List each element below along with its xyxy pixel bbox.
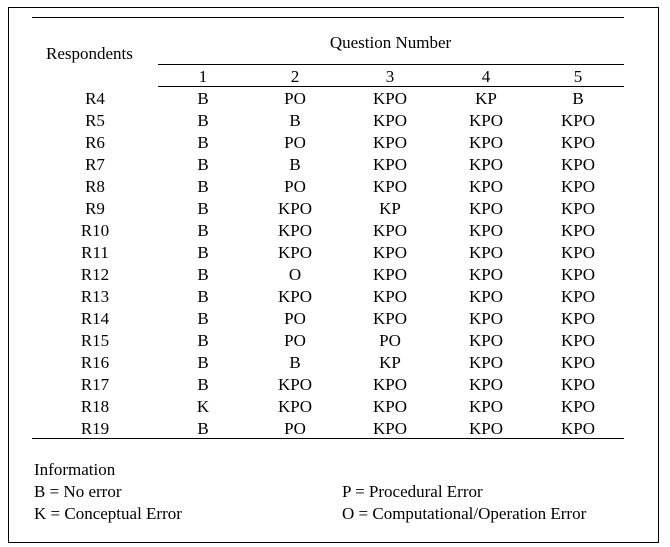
answer-cell-q4: KPO — [468, 221, 503, 240]
answer-cell-q3: KPO — [372, 287, 407, 306]
answer-cell-q1: B — [197, 199, 209, 218]
answer-cell-q5: KPO — [560, 419, 595, 438]
answer-cell-q4: KPO — [468, 397, 503, 416]
question-col-3: 3 — [385, 67, 395, 86]
table-row — [0, 176, 670, 198]
table-bottom-rule — [32, 438, 624, 439]
table-row — [0, 88, 670, 110]
answer-cell-q3: KPO — [372, 419, 407, 438]
respondent-cell: R10 — [80, 221, 110, 240]
answer-cell-q2: KPO — [277, 243, 312, 262]
question-col-2: 2 — [290, 67, 300, 86]
table-row — [0, 132, 670, 154]
answer-cell-q1: B — [197, 133, 209, 152]
answer-cell-q3: KPO — [372, 133, 407, 152]
answer-cell-q1: B — [197, 309, 209, 328]
answer-cell-q3: KP — [379, 353, 401, 372]
answer-cell-q2: PO — [284, 331, 306, 350]
answer-cell-q3: KPO — [372, 111, 407, 130]
legend-title: Information — [34, 460, 116, 479]
respondent-cell: R11 — [81, 243, 109, 262]
table-row — [0, 198, 670, 220]
answer-cell-q4: KPO — [468, 265, 503, 284]
table-row — [0, 330, 670, 352]
respondent-cell: R17 — [80, 375, 110, 394]
answer-cell-q5: KPO — [560, 133, 595, 152]
answer-cell-q1: B — [197, 331, 209, 350]
answer-cell-q5: B — [572, 89, 584, 108]
answer-cell-q2: B — [289, 111, 301, 130]
answer-cell-q1: K — [196, 397, 210, 416]
table-row — [0, 352, 670, 374]
question-col-4: 4 — [481, 67, 491, 86]
answer-cell-q5: KPO — [560, 331, 595, 350]
answer-cell-q1: B — [197, 155, 209, 174]
answer-cell-q1: B — [197, 177, 209, 196]
question-col-5: 5 — [573, 67, 583, 86]
answer-cell-q2: KPO — [277, 199, 312, 218]
answer-cell-q1: B — [197, 221, 209, 240]
answer-cell-q5: KPO — [560, 199, 595, 218]
answer-cell-q3: KPO — [372, 155, 407, 174]
table-row — [0, 264, 670, 286]
respondent-cell: R19 — [80, 419, 110, 438]
answer-cell-q4: KPO — [468, 287, 503, 306]
answer-cell-q3: PO — [379, 331, 401, 350]
respondent-cell: R14 — [80, 309, 110, 328]
answer-cell-q4: KPO — [468, 133, 503, 152]
answer-cell-q3: KPO — [372, 309, 407, 328]
respondent-cell: R15 — [80, 331, 110, 350]
table-row — [0, 286, 670, 308]
answer-cell-q1: B — [197, 419, 209, 438]
answer-cell-q2: PO — [284, 177, 306, 196]
table-row — [0, 110, 670, 132]
answer-cell-q2: O — [288, 265, 302, 284]
answer-cell-q2: KPO — [277, 375, 312, 394]
answer-cell-q2: B — [289, 155, 301, 174]
answer-cell-q4: KPO — [468, 309, 503, 328]
respondent-cell: R18 — [80, 397, 110, 416]
answer-cell-q4: KPO — [468, 331, 503, 350]
answer-cell-q4: KPO — [468, 419, 503, 438]
answer-cell-q4: KPO — [468, 199, 503, 218]
answer-cell-q1: B — [197, 353, 209, 372]
answer-cell-q5: KPO — [560, 353, 595, 372]
answer-cell-q5: KPO — [560, 265, 595, 284]
answer-cell-q4: KPO — [468, 375, 503, 394]
question-col-1: 1 — [198, 67, 208, 86]
respondent-cell: R7 — [85, 155, 105, 174]
respondent-cell: R12 — [80, 265, 110, 284]
answer-cell-q3: KPO — [372, 177, 407, 196]
answer-cell-q2: B — [289, 353, 301, 372]
question-header-rule — [158, 64, 624, 65]
answer-cell-q2: PO — [284, 309, 306, 328]
answer-cell-q2: KPO — [277, 221, 312, 240]
answer-cell-q1: B — [197, 89, 209, 108]
answer-cell-q2: PO — [284, 89, 306, 108]
legend-procedural-error: P = Procedural Error — [342, 482, 483, 501]
answer-cell-q2: PO — [284, 133, 306, 152]
respondent-cell: R16 — [80, 353, 110, 372]
answer-cell-q2: KPO — [277, 397, 312, 416]
answer-cell-q5: KPO — [560, 155, 595, 174]
respondent-cell: R4 — [85, 89, 105, 108]
table-row — [0, 308, 670, 330]
answer-cell-q3: KP — [379, 199, 401, 218]
answer-cell-q5: KPO — [560, 309, 595, 328]
respondent-cell: R5 — [85, 111, 105, 130]
answer-cell-q3: KPO — [372, 375, 407, 394]
answer-cell-q5: KPO — [560, 287, 595, 306]
answer-cell-q3: KPO — [372, 89, 407, 108]
answer-cell-q5: KPO — [560, 243, 595, 262]
answer-cell-q3: KPO — [372, 265, 407, 284]
question-number-header: Question Number — [329, 33, 452, 52]
legend-computational-error: O = Computational/Operation Error — [342, 504, 587, 523]
answer-cell-q2: PO — [284, 419, 306, 438]
answer-cell-q4: KPO — [468, 155, 503, 174]
answer-cell-q5: KPO — [560, 397, 595, 416]
answer-cell-q3: KPO — [372, 397, 407, 416]
respondent-cell: R9 — [85, 199, 105, 218]
answer-cell-q1: B — [197, 111, 209, 130]
table-row — [0, 418, 670, 440]
answer-cell-q4: KPO — [468, 353, 503, 372]
answer-cell-q2: KPO — [277, 287, 312, 306]
table-row — [0, 374, 670, 396]
answer-cell-q5: KPO — [560, 221, 595, 240]
table-row — [0, 220, 670, 242]
answer-cell-q3: KPO — [372, 221, 407, 240]
legend-no-error: B = No error — [34, 482, 122, 501]
answer-cell-q5: KPO — [560, 177, 595, 196]
answer-cell-q5: KPO — [560, 111, 595, 130]
table-row — [0, 396, 670, 418]
answer-cell-q3: KPO — [372, 243, 407, 262]
answer-cell-q4: KP — [475, 89, 497, 108]
respondent-cell: R8 — [85, 177, 105, 196]
legend-conceptual-error: K = Conceptual Error — [34, 504, 182, 523]
answer-cell-q5: KPO — [560, 375, 595, 394]
respondent-cell: R6 — [85, 133, 105, 152]
answer-cell-q4: KPO — [468, 243, 503, 262]
answer-cell-q1: B — [197, 287, 209, 306]
table-top-rule — [32, 17, 624, 18]
column-header-rule — [158, 86, 624, 87]
answer-cell-q4: KPO — [468, 111, 503, 130]
respondents-header: Respondents — [46, 44, 133, 63]
answer-cell-q1: B — [197, 265, 209, 284]
answer-cell-q1: B — [197, 375, 209, 394]
table-row — [0, 242, 670, 264]
answer-cell-q1: B — [197, 243, 209, 262]
table-row — [0, 154, 670, 176]
answer-cell-q4: KPO — [468, 177, 503, 196]
respondent-cell: R13 — [80, 287, 110, 306]
